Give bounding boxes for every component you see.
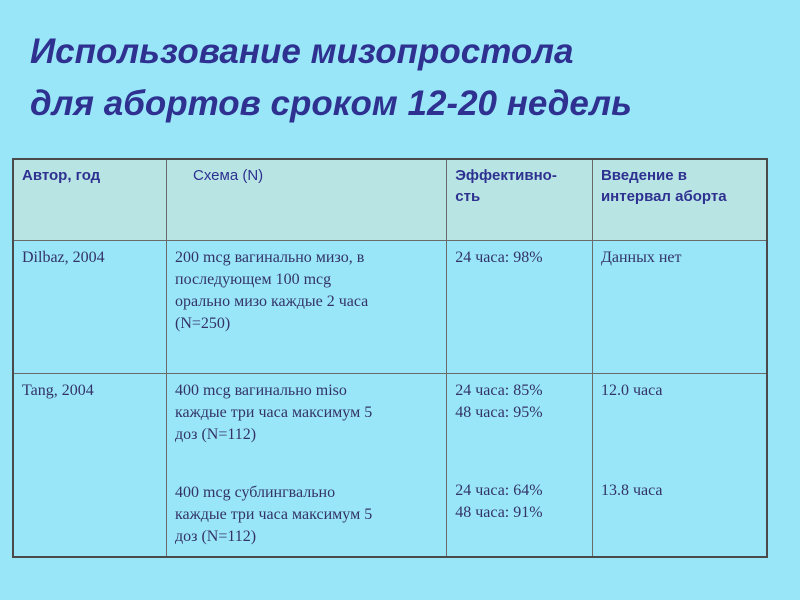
slide-title xyxy=(30,26,632,130)
row2-efficacy-cell xyxy=(447,374,593,558)
header-efficacy-line-2: сть xyxy=(455,188,481,205)
header-author xyxy=(13,159,167,241)
table-row xyxy=(13,241,767,374)
row2-interval-gap xyxy=(601,424,758,480)
results-table xyxy=(12,158,768,558)
title-line-1: Использование мизопростола xyxy=(30,32,574,71)
row1-scheme-line: орально мизо каждые 2 часа xyxy=(175,293,369,310)
row1-scheme-line: (N=250) xyxy=(175,315,231,332)
header-scheme xyxy=(167,159,447,241)
row1-efficacy-cell xyxy=(447,241,593,374)
row2-efficacy-a-line: 24 часа: 85% xyxy=(455,382,543,399)
row1-author-cell xyxy=(13,241,167,374)
row2-scheme-a-line: каждые три часа максимум 5 xyxy=(175,404,373,421)
row1-scheme-cell xyxy=(167,241,447,374)
header-efficacy-label xyxy=(447,160,592,212)
header-author-label: Автор, год xyxy=(22,167,101,184)
row2-interval-cell xyxy=(592,374,767,558)
row2-scheme-b-line: каждые три часа максимум 5 xyxy=(175,506,373,523)
table-row xyxy=(13,374,767,558)
row2-scheme-b-line: доз (N=112) xyxy=(175,528,257,545)
row1-scheme-line: последующем 100 mcg xyxy=(175,271,332,288)
row2-efficacy xyxy=(447,374,592,530)
row1-scheme-line: 200 mcg вагинально мизо, в xyxy=(175,249,365,266)
row2-scheme-b-line: 400 mcg сублингвально xyxy=(175,484,336,501)
row2-efficacy-a-line: 48 часа: 95% xyxy=(455,404,543,421)
row2-interval xyxy=(593,374,766,508)
row2-interval-a: 12.0 часа xyxy=(600,382,663,399)
row2-efficacy-b-line: 24 часа: 64% xyxy=(455,482,543,499)
row2-scheme-a-line: 400 mcg вагинально miso xyxy=(175,382,347,399)
header-interval-label xyxy=(593,160,766,212)
row1-author: Dilbaz, 2004 xyxy=(22,249,105,266)
row1-scheme xyxy=(167,241,446,341)
title-line-2: для абортов сроком 12-20 недель xyxy=(30,84,632,123)
row1-interval: Данных нет xyxy=(600,249,682,266)
row2-author: Tang, 2004 xyxy=(22,382,94,399)
row2-scheme-a-line: доз (N=112) xyxy=(175,426,257,443)
row2-scheme xyxy=(167,374,446,554)
header-efficacy xyxy=(447,159,593,241)
header-interval-line-1: Введение в xyxy=(600,167,688,184)
row2-scheme-cell xyxy=(167,374,447,558)
row2-author-cell xyxy=(13,374,167,558)
header-scheme-label: Схема (N) xyxy=(193,167,264,184)
table-header-row xyxy=(13,159,767,241)
header-interval-line-2: интервал аборта xyxy=(600,188,727,205)
row2-efficacy-b-line: 48 часа: 91% xyxy=(455,504,543,521)
header-interval xyxy=(592,159,767,241)
row2-interval-spacer xyxy=(601,402,758,424)
header-efficacy-line-1: Эффективно- xyxy=(455,167,557,184)
row1-interval-cell xyxy=(592,241,767,374)
row2-scheme-gap xyxy=(175,446,438,482)
row2-interval-b: 13.8 часа xyxy=(600,482,663,499)
row1-efficacy: 24 часа: 98% xyxy=(455,249,543,266)
row2-efficacy-gap xyxy=(455,424,584,480)
